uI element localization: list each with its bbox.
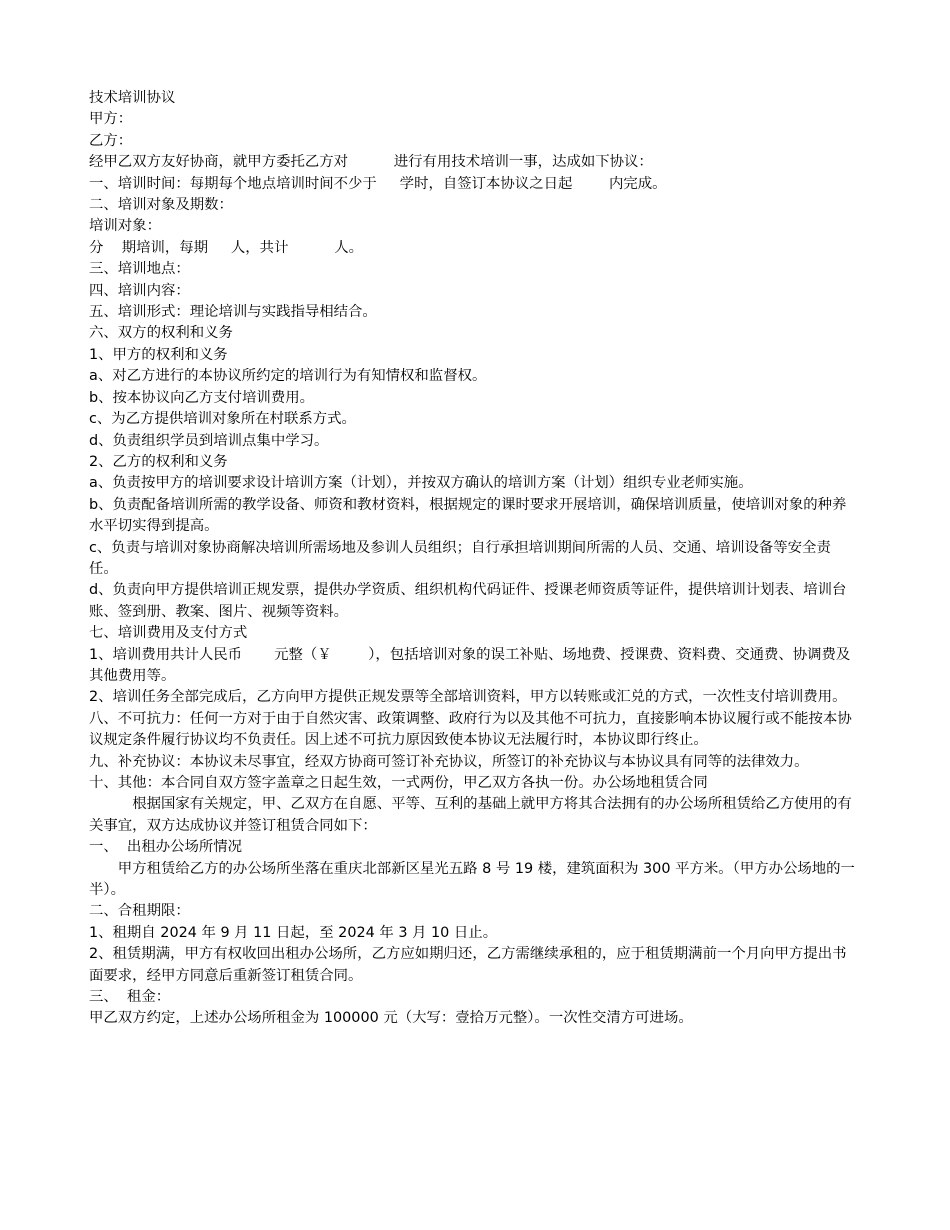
lease-term-item: 1、租期自 2024 年 9 月 11 日起，至 2024 年 3 月 10 日止。 — [89, 924, 498, 941]
party-b-right-item: a、负责按甲方的培训要求设计培训方案（计划），并按双方确认的培训方案（计划）组织专业老师实施。 — [89, 475, 753, 492]
clause-training-targets-heading: 二、培训对象及期数： — [89, 197, 233, 214]
lease-rent-paragraph: 甲乙双方约定，上述办公场所租金为 100000 元（大写：壹拾万元整）。一次性交清方可进场。 — [89, 1010, 693, 1027]
clause-training-time: 一、培训时间：每期每个地点培训时间不少于 学时，自签订本协议之日起 内完成。 — [89, 175, 667, 192]
party-a-right-item: c、为乙方提供培训对象所在村联系方式。 — [89, 411, 356, 428]
clause-force-majeure: 八、不可抗力：任何一方对于由于自然灾害、政策调整、政府行为以及其他不可抗力，直接影响本协议履行或不能按本协议规定条件履行协议均不负责任。因上述不可抗力原因致使本协议无法履行时，本协议即行终止。 — [89, 710, 852, 749]
clause-training-location: 三、培训地点： — [89, 261, 190, 278]
lease-section-rent-heading: 三、 租金： — [89, 989, 171, 1006]
party-a-right-item: d、负责组织学员到培训点集中学习。 — [89, 432, 329, 449]
party-b-line: 乙方： — [89, 132, 133, 149]
lease-intro-paragraph: 根据国家有关规定，甲、乙双方在自愿、平等、互利的基础上就甲方将其合法拥有的办公场所租赁给乙方使用的有关事宜，双方达成协议并签订租赁合同如下： — [89, 796, 852, 834]
training-periods-line: 分 期培训，每期 人，共计 人。 — [89, 239, 363, 256]
party-a-rights-heading: 1、甲方的权利和义务 — [89, 346, 228, 363]
preamble-paragraph: 经甲乙双方友好协商，就甲方委托乙方对 进行有用技术培训一事，达成如下协议： — [89, 154, 653, 171]
clause-other: 十、其他：本合同自双方签字盖章之日起生效，一式两份，甲乙双方各执一份。办公场地租赁合同 — [89, 775, 708, 791]
party-a-line: 甲方： — [89, 111, 133, 128]
training-targets-line: 培训对象： — [89, 218, 161, 235]
clause-fees-heading: 七、培训费用及支付方式 — [89, 625, 248, 642]
document-page — [89, 88, 857, 1030]
clause-rights-heading: 六、双方的权利和义务 — [89, 325, 233, 342]
lease-premises-paragraph: 甲方租赁给乙方的办公场所坐落在重庆北部新区星光五路 8 号 19 楼，建筑面积为 300 平方米。（甲方办公场地的一半）。 — [89, 860, 855, 899]
lease-term-item: 2、租赁期满，甲方有权收回出租办公场所，乙方应如期归还，乙方需继续承租的，应于租赁期满前一个月向甲方提出书面要求，经甲方同意后重新签订租赁合同。 — [89, 946, 847, 984]
clause-supplementary: 九、补充协议：本协议未尽事宜，经双方协商可签订补充协议，所签订的补充协议与本协议具有同等的法律效力。 — [89, 753, 809, 770]
party-b-right-item: c、负责与培训对象协商解决培训所需场地及参训人员组织；自行承担培训期间所需的人员、交通、培训设备等安全责任。 — [89, 539, 831, 577]
lease-section-term-heading: 二、合租期限： — [89, 903, 190, 920]
document-title: 技术培训协议 — [89, 90, 176, 106]
party-a-right-item: b、按本协议向乙方支付培训费用。 — [89, 389, 314, 406]
party-b-right-item: d、负责向甲方提供培训正规发票，提供办学资质、组织机构代码证件、授课老师资质等证件，提供培训计划表、培训台账、签到册、教案、图片、视频等资料。 — [89, 582, 847, 620]
party-b-right-item: b、负责配备培训所需的教学设备、师资和教材资料，根据规定的课时要求开展培训，确保培训质量，使培训对象的种养水平切实得到提高。 — [89, 496, 847, 535]
clause-training-content: 四、培训内容： — [89, 282, 190, 299]
fees-item: 2、培训任务全部完成后，乙方向甲方提供正规发票等全部培训资料，甲方以转账或汇兑的方式，一次性支付培训费用。 — [89, 689, 847, 706]
lease-section-premises-heading: 一、 出租办公场所情况 — [89, 839, 243, 856]
party-b-rights-heading: 2、乙方的权利和义务 — [89, 453, 228, 470]
fees-item: 1、培训费用共计人民币 元整（￥ ），包括培训对象的误工补贴、场地费、授课费、资料费、交通费、协调费及其他费用等。 — [89, 646, 851, 684]
clause-training-form: 五、培训形式：理论培训与实践指导相结合。 — [89, 304, 377, 321]
party-a-right-item: a、对乙方进行的本协议所约定的培训行为有知情权和监督权。 — [89, 368, 487, 385]
